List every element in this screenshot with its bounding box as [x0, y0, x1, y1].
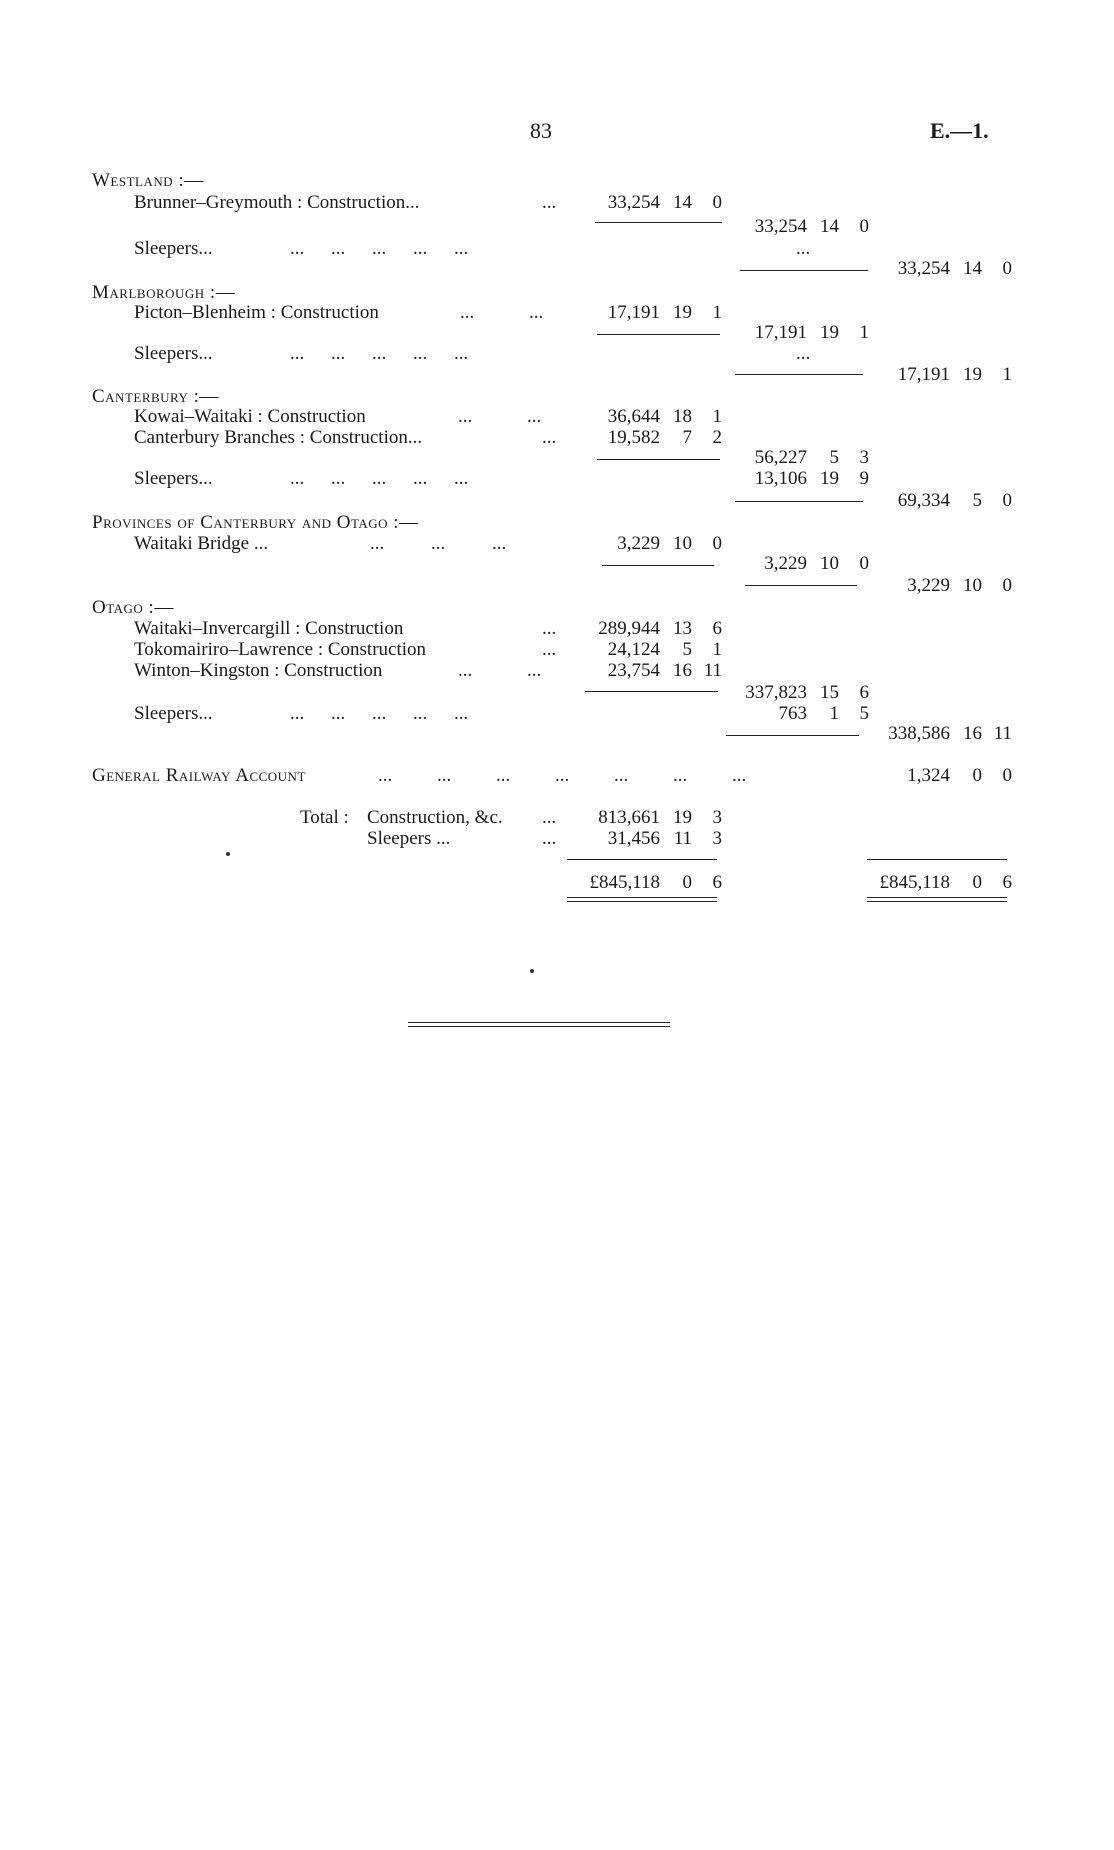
total-construction-pence: 3 — [712, 807, 722, 828]
waitaki-bridge-shillings: 10 — [673, 533, 692, 554]
otago-total-shillings: 16 — [963, 723, 982, 744]
marlborough-total-shillings: 19 — [963, 364, 982, 385]
canterbury-sleepers-shillings: 19 — [820, 468, 839, 489]
otago-winton-dots: ... ... — [458, 660, 542, 681]
document-reference: E.—1. — [930, 118, 989, 143]
waitaki-bridge-label: Waitaki Bridge ... — [134, 533, 269, 554]
canterbury-sleepers-dots: ... ... ... ... ... — [290, 468, 469, 489]
canterbury-branches-dots: ... — [542, 427, 557, 448]
marlborough-total-pounds: 17,191 — [897, 364, 950, 385]
marlborough-col1-rule — [597, 334, 720, 335]
canterbury-branches-shillings: 7 — [682, 427, 692, 448]
general-railway-dots: ... ... ... ... ... ... ... — [378, 765, 747, 786]
waitaki-bridge-dots: ... ... ... — [370, 533, 507, 554]
westland-subtotal-pounds: 33,254 — [754, 216, 807, 237]
canterbury-otago-total-shillings: 10 — [963, 575, 982, 596]
otago-heading: Otago :— — [92, 597, 174, 618]
westland-construction-pounds: 33,254 — [607, 192, 660, 213]
westland-total-pence: 0 — [1002, 258, 1012, 279]
otago-tokomairiro-dots: ... — [542, 639, 557, 660]
canterbury-branches-pence: 2 — [712, 427, 722, 448]
grand-total-col3-pounds: £845,118 — [879, 872, 950, 893]
marlborough-construction-label: Picton–Blenheim : Construction — [134, 302, 379, 323]
otago-tokomairiro-label: Tokomairiro–Lawrence : Construction — [134, 639, 427, 660]
total-construction-shillings: 19 — [673, 807, 692, 828]
grand-total-col3-double-rule — [867, 897, 1007, 902]
otago-winton-label: Winton–Kingston : Construction — [134, 660, 383, 681]
canterbury-sleepers-pence: 9 — [859, 468, 869, 489]
otago-sleepers-pence: 5 — [859, 703, 869, 724]
marlborough-construction-pence: 1 — [712, 302, 722, 323]
canterbury-subtotal-pounds: 56,227 — [754, 447, 807, 468]
otago-waitaki-label: Waitaki–Invercargill : Construction — [134, 618, 404, 639]
canterbury-subtotal-pence: 3 — [859, 447, 869, 468]
general-railway-pounds: 1,324 — [907, 765, 950, 786]
westland-sleepers-dots: ... ... ... ... ... — [290, 238, 469, 259]
waitaki-bridge-pence: 0 — [712, 533, 722, 554]
grand-total-col1-double-rule — [567, 897, 717, 902]
grand-total-col3-top-rule — [867, 859, 1007, 860]
westland-subtotal-pence: 0 — [859, 216, 869, 237]
otago-tokomairiro-shillings: 5 — [682, 639, 692, 660]
total-label: Total : — [300, 807, 349, 828]
marlborough-sleepers-label: Sleepers... — [134, 343, 213, 364]
total-construction-pounds: 813,661 — [598, 807, 660, 828]
marlborough-construction-shillings: 19 — [673, 302, 692, 323]
otago-subtotal-pence: 6 — [859, 682, 869, 703]
marlborough-construction-pounds: 17,191 — [607, 302, 660, 323]
grand-total-col1-pounds: £845,118 — [589, 872, 660, 893]
otago-tokomairiro-pence: 1 — [712, 639, 722, 660]
westland-construction-dots: ... — [542, 192, 557, 213]
otago-waitaki-dots: ... — [542, 618, 557, 639]
grand-total-col1-pence: 6 — [712, 872, 722, 893]
canterbury-otago-subtotal-pence: 0 — [859, 553, 869, 574]
canterbury-sleepers-pounds: 13,106 — [754, 468, 807, 489]
marlborough-sleepers-dots: ... ... ... ... ... — [290, 343, 469, 364]
otago-waitaki-pounds: 289,944 — [598, 618, 660, 639]
westland-sleepers-col2: ... — [796, 238, 811, 259]
canterbury-kowai-pounds: 36,644 — [607, 406, 660, 427]
canterbury-col1-rule — [597, 459, 720, 460]
otago-waitaki-shillings: 13 — [673, 618, 692, 639]
total-sleepers-dots: ... — [542, 828, 557, 849]
otago-sleepers-dots: ... ... ... ... ... — [290, 703, 469, 724]
westland-total-pounds: 33,254 — [897, 258, 950, 279]
canterbury-otago-heading: Provinces of Canterbury and Otago :— — [92, 512, 419, 533]
canterbury-otago-total-pounds: 3,229 — [907, 575, 950, 596]
marlborough-subtotal-pence: 1 — [859, 322, 869, 343]
canterbury-kowai-pence: 1 — [712, 406, 722, 427]
total-construction-label: Construction, &c. — [367, 807, 503, 828]
canterbury-total-pounds: 69,334 — [897, 490, 950, 511]
canterbury-otago-total-pence: 0 — [1002, 575, 1012, 596]
otago-col2-rule — [726, 735, 859, 736]
canterbury-otago-col1-rule — [602, 565, 714, 566]
otago-subtotal-pounds: 337,823 — [745, 682, 807, 703]
marlborough-col2-rule — [735, 374, 863, 375]
westland-col2-rule — [740, 270, 868, 271]
total-sleepers-label: Sleepers ... — [367, 828, 451, 849]
westland-col1-rule — [595, 222, 722, 223]
canterbury-col2-rule — [735, 501, 863, 502]
marlborough-subtotal-shillings: 19 — [820, 322, 839, 343]
marlborough-sleepers-col2: ... — [796, 343, 811, 364]
canterbury-total-shillings: 5 — [972, 490, 982, 511]
grand-total-col1-top-rule — [567, 859, 717, 860]
westland-construction-shillings: 14 — [673, 192, 692, 213]
general-railway-shillings: 0 — [972, 765, 982, 786]
otago-waitaki-pence: 6 — [712, 618, 722, 639]
canterbury-sleepers-label: Sleepers... — [134, 468, 213, 489]
otago-sleepers-shillings: 1 — [829, 703, 839, 724]
total-construction-dots: ... — [542, 807, 557, 828]
westland-construction-pence: 0 — [712, 192, 722, 213]
grand-total-col1-shillings: 0 — [682, 872, 692, 893]
canterbury-otago-subtotal-pounds: 3,229 — [764, 553, 807, 574]
general-railway-heading: General Railway Account — [92, 765, 306, 786]
westland-subtotal-shillings: 14 — [820, 216, 839, 237]
otago-sleepers-label: Sleepers... — [134, 703, 213, 724]
canterbury-kowai-label: Kowai–Waitaki : Construction — [134, 406, 366, 427]
marlborough-total-pence: 1 — [1002, 364, 1012, 385]
general-railway-pence: 0 — [1002, 765, 1012, 786]
otago-sleepers-pounds: 763 — [778, 703, 807, 724]
page-number: 83 — [530, 118, 552, 143]
marlborough-construction-dots: ... ... — [460, 302, 544, 323]
otago-subtotal-shillings: 15 — [820, 682, 839, 703]
westland-total-shillings: 14 — [963, 258, 982, 279]
total-sleepers-pounds: 31,456 — [607, 828, 660, 849]
marlborough-heading: Marlborough :— — [92, 282, 236, 303]
stray-mark — [226, 852, 230, 856]
otago-total-pence: 11 — [993, 723, 1012, 744]
canterbury-otago-col2-rule — [745, 585, 857, 586]
canterbury-total-pence: 0 — [1002, 490, 1012, 511]
waitaki-bridge-pounds: 3,229 — [617, 533, 660, 554]
otago-winton-shillings: 16 — [673, 660, 692, 681]
grand-total-col3-pence: 6 — [1002, 872, 1012, 893]
canterbury-branches-label: Canterbury Branches : Construction... — [134, 427, 423, 448]
total-sleepers-shillings: 11 — [673, 828, 692, 849]
canterbury-heading: Canterbury :— — [92, 386, 219, 407]
stray-mark — [530, 969, 534, 973]
canterbury-subtotal-shillings: 5 — [829, 447, 839, 468]
otago-winton-pence: 11 — [703, 660, 722, 681]
canterbury-branches-pounds: 19,582 — [607, 427, 660, 448]
otago-total-pounds: 338,586 — [888, 723, 950, 744]
canterbury-kowai-shillings: 18 — [673, 406, 692, 427]
westland-construction-label: Brunner–Greymouth : Construction... — [134, 192, 420, 213]
otago-tokomairiro-pounds: 24,124 — [607, 639, 660, 660]
canterbury-kowai-dots: ... ... — [458, 406, 542, 427]
otago-winton-pounds: 23,754 — [607, 660, 660, 681]
end-of-section-double-rule — [408, 1022, 670, 1027]
total-sleepers-pence: 3 — [712, 828, 722, 849]
marlborough-subtotal-pounds: 17,191 — [754, 322, 807, 343]
canterbury-otago-subtotal-shillings: 10 — [820, 553, 839, 574]
grand-total-col3-shillings: 0 — [972, 872, 982, 893]
otago-col1-rule — [585, 691, 718, 692]
westland-heading: Westland :— — [92, 170, 204, 191]
westland-sleepers-label: Sleepers... — [134, 238, 213, 259]
